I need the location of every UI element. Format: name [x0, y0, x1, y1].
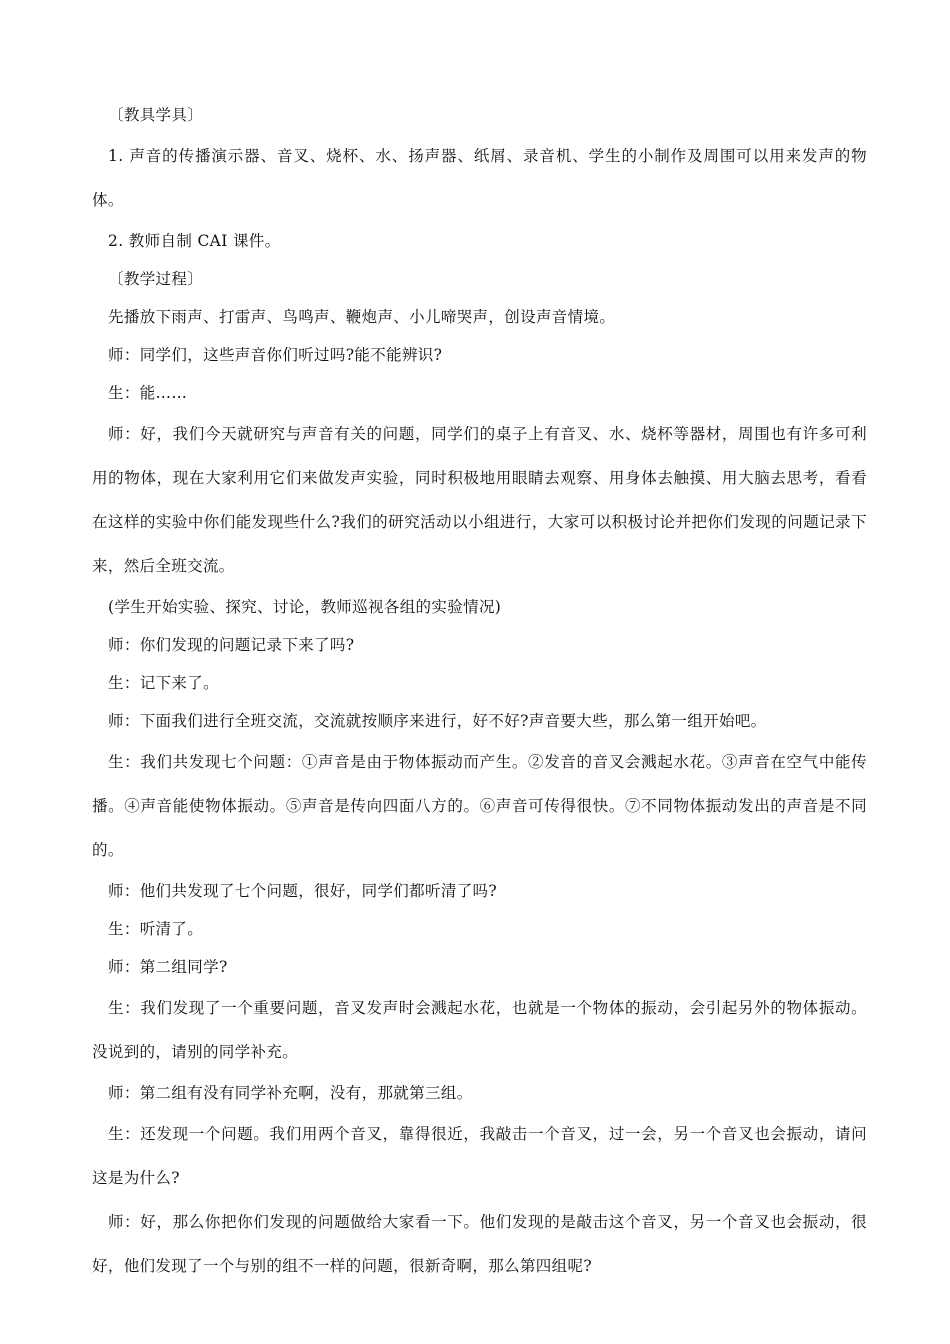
- dialogue-line: 师：第二组有没有同学补充啊，没有，那就第三组。: [108, 1084, 473, 1102]
- paragraph-intro: 先播放下雨声、打雷声、鸟鸣声、鞭炮声、小儿啼哭声，创设声音情境。: [108, 308, 616, 326]
- dialogue-line: 生：能……: [108, 384, 188, 402]
- dialogue-line: 生：记下来了。: [108, 674, 219, 692]
- dialogue-line: 师：你们发现的问题记录下来了吗?: [108, 636, 355, 654]
- stage-direction: (学生开始实验、探究、讨论，教师巡视各组的实验情况): [108, 598, 502, 616]
- dialogue-line: 生：听清了。: [108, 920, 204, 938]
- dialogue-line: 师：同学们，这些声音你们听过吗?能不能辨识?: [108, 346, 443, 364]
- dialogue-line: 师：好，我们今天就研究与声音有关的问题，同学们的桌子上有音叉、水、烧杯等器材，周围也有许多可利用的物体，现在大家利用它们来做发声实验，同时积极地用眼睛去观察、用身体去触摸、用大脑去思考，看看在这样的实验中你们能发现些什么?我们的研究活动以小组进行，大家可以积极讨论并把你们发现的问题记录下来，然后全班交流。: [92, 425, 867, 575]
- dialogue-line: 生：我们发现了一个重要问题，音叉发声时会溅起水花，也就是一个物体的振动，会引起另外的物体振动。没说到的，请别的同学补充。: [92, 999, 867, 1061]
- dialogue-line: 师：下面我们进行全班交流，交流就按顺序来进行，好不好?声音要大些，那么第一组开始吧。: [108, 712, 767, 730]
- section-heading-materials: 〔教具学具〕: [108, 106, 204, 124]
- dialogue-line: 生：我们共发现七个问题：①声音是由于物体振动而产生。②发音的音叉会溅起水花。③声音在空气中能传播。④声音能使物体振动。⑤声音是传向四面八方的。⑥声音可传得很快。⑦不同物体振动发出的声音是不同的。: [92, 753, 867, 859]
- paragraph-materials-1: 1. 声音的传播演示器、音叉、烧杯、水、扬声器、纸屑、录音机、学生的小制作及周围可以用来发声的物体。: [92, 147, 867, 209]
- dialogue-line: 师：他们共发现了七个问题，很好，同学们都听清了吗?: [108, 882, 498, 900]
- document-body: [92, 96, 867, 1288]
- dialogue-line: 师：第二组同学?: [108, 958, 228, 976]
- dialogue-line: 生：还发现一个问题。我们用两个音叉，靠得很近，我敲击一个音叉，过一会，另一个音叉也会振动，请问这是为什么?: [92, 1125, 867, 1187]
- section-heading-process: 〔教学过程〕: [108, 270, 204, 288]
- dialogue-line: 师：好，那么你把你们发现的问题做给大家看一下。他们发现的是敲击这个音叉，另一个音叉也会振动，很好，他们发现了一个与别的组不一样的问题，很新奇啊，那么第四组呢?: [92, 1213, 867, 1275]
- paragraph-materials-2: 2. 教师自制 CAI 课件。: [108, 232, 281, 250]
